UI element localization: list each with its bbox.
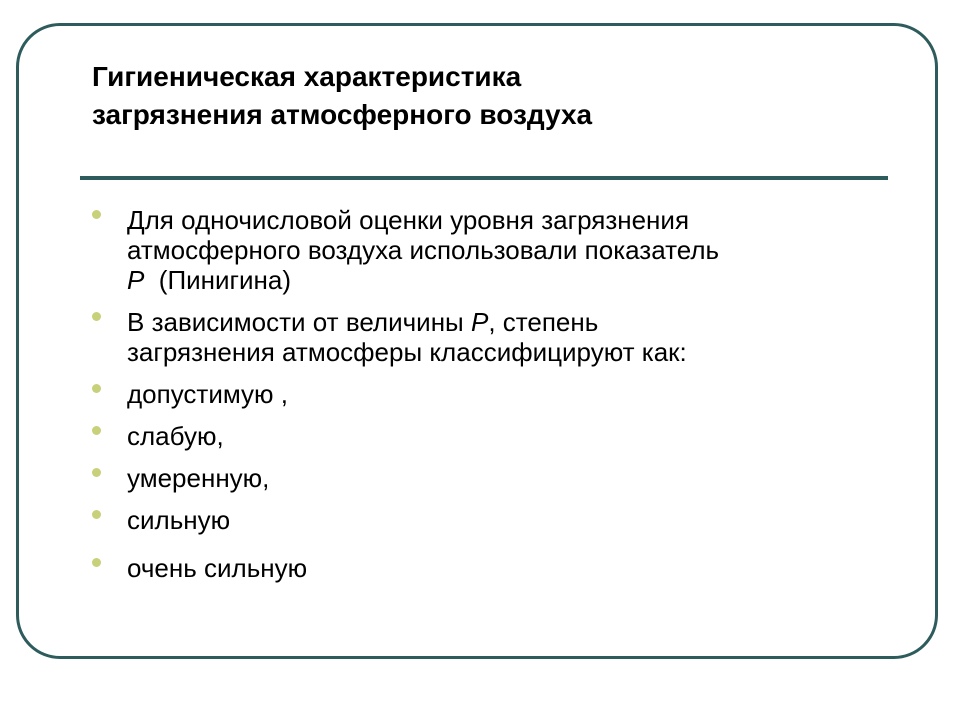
bullet-item-indicator bbox=[92, 205, 882, 295]
bullet-text-line: , степень bbox=[488, 307, 599, 337]
title-line-2: загрязнения атмосферного воздуха bbox=[92, 99, 593, 130]
bullet-dot-icon bbox=[92, 468, 101, 477]
bullet-text-line: В зависимости от величины bbox=[127, 307, 471, 337]
bullet-text: слабую, bbox=[127, 421, 224, 451]
bullet-dot-icon bbox=[92, 558, 101, 567]
bullet-text: сильную bbox=[127, 505, 231, 535]
variable-p: Р bbox=[127, 265, 145, 295]
bullet-text: очень сильную bbox=[127, 553, 308, 583]
title-line-1: Гигиеническая характеристика bbox=[92, 61, 522, 92]
bullet-text-line: Для одночисловой оценки уровня загрязнения bbox=[127, 205, 690, 235]
bullet-item-permissible bbox=[92, 379, 882, 409]
bullet-item-weak bbox=[92, 421, 882, 451]
bullet-dot-icon bbox=[92, 210, 101, 219]
bullet-list bbox=[92, 205, 882, 595]
bullet-dot-icon bbox=[92, 312, 101, 321]
slide-title bbox=[92, 58, 852, 134]
variable-p: Р bbox=[470, 307, 489, 337]
bullet-dot-icon bbox=[92, 510, 101, 519]
bullet-item-moderate bbox=[92, 463, 882, 493]
bullet-text-line: загрязнения атмосферы классифицируют как: bbox=[127, 337, 687, 367]
bullet-item-classification bbox=[92, 307, 882, 367]
bullet-dot-icon bbox=[92, 384, 101, 393]
bullet-text-line: (Пинигина) bbox=[144, 265, 292, 295]
title-divider bbox=[80, 176, 888, 180]
bullet-text: допустимую , bbox=[127, 379, 288, 409]
bullet-text: умеренную, bbox=[127, 463, 270, 493]
bullet-dot-icon bbox=[92, 426, 101, 435]
bullet-item-very-strong bbox=[92, 553, 882, 583]
bullet-text-line: атмосферного воздуха использовали показатель bbox=[127, 235, 720, 265]
bullet-item-strong bbox=[92, 505, 882, 535]
